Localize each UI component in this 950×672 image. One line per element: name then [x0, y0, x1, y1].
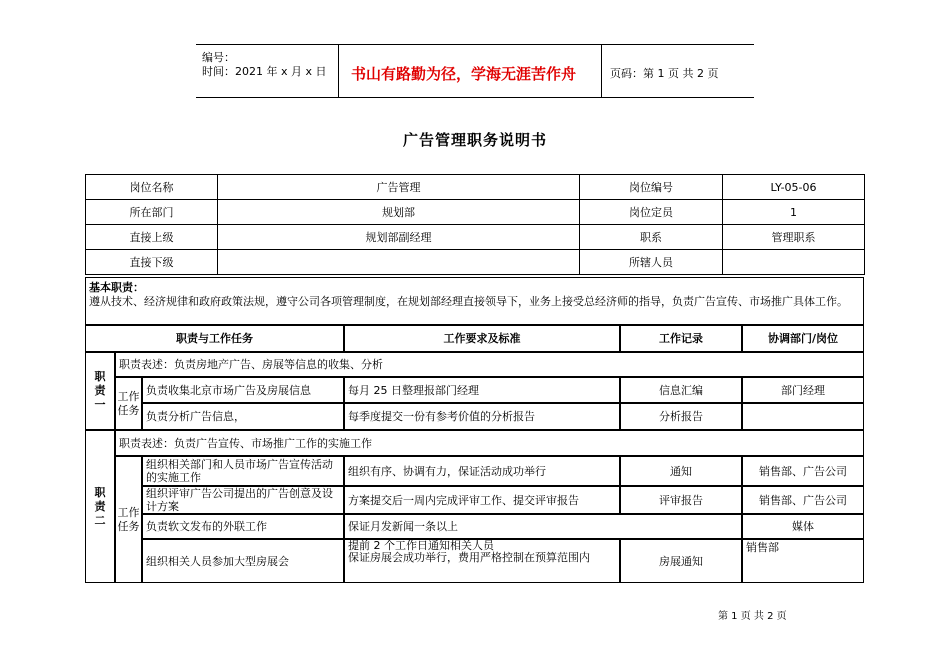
dept-label: 所在部门	[86, 200, 218, 225]
duty1-task-1: 负责收集北京市场广告及房展信息	[142, 377, 344, 403]
duty1-task-2: 负责分析广告信息，	[142, 403, 344, 430]
duty2-task-2: 组织评审广告公司提出的广告创意及设计方案	[142, 486, 344, 514]
duty2-coord-4: 销售部	[742, 539, 864, 583]
duty1-req-2: 每季度提交一份有参考价值的分析报告	[344, 403, 620, 430]
duty1-record-1: 信息汇编	[620, 377, 742, 403]
post-name-label: 岗位名称	[86, 175, 218, 200]
dept-value: 规划部	[218, 200, 580, 225]
header-slogan-cell	[338, 45, 602, 97]
duty2-record-4: 房展通知	[620, 539, 742, 583]
staff-label: 所辖人员	[580, 250, 723, 275]
duty1-task-label: 工作任务	[115, 377, 142, 430]
duty2-coord-1: 销售部、广告公司	[742, 456, 864, 486]
duty2-record-2: 评审报告	[620, 486, 742, 514]
superior-label: 直接上级	[86, 225, 218, 250]
rank-label: 职系	[580, 225, 723, 250]
col-coord-header: 协调部门/岗位	[742, 325, 864, 352]
duties-grid	[85, 325, 864, 583]
duty2-task-3: 负责软文发布的外联工作	[142, 514, 344, 539]
col-req-header: 工作要求及标准	[344, 325, 620, 352]
page-header	[196, 44, 754, 98]
duty2-req-1: 组织有序、协调有力，保证活动成功举行	[344, 456, 620, 486]
table-row	[86, 250, 865, 275]
slogan: 书山有路勤为径，学海无涯苦作舟	[351, 65, 577, 83]
info-table	[85, 174, 865, 275]
table-row	[86, 225, 865, 250]
superior-value: 规划部副经理	[218, 225, 580, 250]
duty1-coord-1: 部门经理	[742, 377, 864, 403]
document-title: 广告管理职务说明书	[402, 131, 547, 149]
header-meta	[196, 45, 338, 97]
duty2-req-4: 提前 2 个工作日通知相关人员 保证房展会成功举行，费用严格控制在预算范围内	[344, 539, 620, 583]
duty2-coord-3: 媒体	[742, 514, 864, 539]
col-record-header: 工作记录	[620, 325, 742, 352]
table-row	[86, 200, 865, 225]
col-duty-header: 职责与工作任务	[85, 325, 344, 352]
post-code-label: 岗位编号	[580, 175, 723, 200]
subordinate-label: 直接下级	[86, 250, 218, 275]
duty2-req-2: 方案提交后一周内完成评审工作、提交评审报告	[344, 486, 620, 514]
page-code: 页码：第 1 页 共 2 页	[610, 67, 719, 80]
duty2-task-label: 工作任务	[115, 456, 142, 583]
quota-label: 岗位定员	[580, 200, 723, 225]
duty1-coord-2	[742, 403, 864, 430]
duty1-req-1: 每月 25 日整理报部门经理	[344, 377, 620, 403]
post-name-value: 广告管理	[218, 175, 580, 200]
rank-value: 管理职系	[723, 225, 865, 250]
quota-value: 1	[723, 200, 865, 225]
duty2-record-1: 通知	[620, 456, 742, 486]
basic-duties	[85, 277, 864, 325]
time-label: 时间：2021 年 x 月 x 日	[202, 65, 327, 78]
table-row	[86, 175, 865, 200]
post-code-value: LY-05-06	[723, 175, 865, 200]
duty2-desc: 职责表述：负责广告宣传、市场推广工作的实施工作	[115, 430, 864, 456]
duty1-label: 职责一	[85, 352, 115, 430]
page-footer: 第 1 页 共 2 页	[718, 611, 787, 622]
duty1-desc: 职责表述：负责房地产广告、房展等信息的收集、分析	[115, 352, 864, 377]
basic-duties-label: 基本职责：	[89, 281, 144, 294]
duty2-task-1: 组织相关部门和人员市场广告宣传活动的实施工作	[142, 456, 344, 486]
duty1-record-2: 分析报告	[620, 403, 742, 430]
basic-duties-text: 遵从技术、经济规律和政府政策法规，遵守公司各项管理制度，在规划部经理直接领导下，业务上接受总经济师的指导，负责广告宣传、市场推广具体工作。	[89, 295, 848, 308]
subordinate-value	[218, 250, 580, 275]
duty2-coord-2: 销售部、广告公司	[742, 486, 864, 514]
duty2-req-3: 保证月发新闻一条以上	[344, 514, 742, 539]
header-page-cell	[600, 45, 754, 97]
duty2-label: 职责二	[85, 430, 115, 583]
number-label: 编号：	[202, 51, 235, 64]
staff-value	[723, 250, 865, 275]
duty2-task-4: 组织相关人员参加大型房展会	[142, 539, 344, 583]
